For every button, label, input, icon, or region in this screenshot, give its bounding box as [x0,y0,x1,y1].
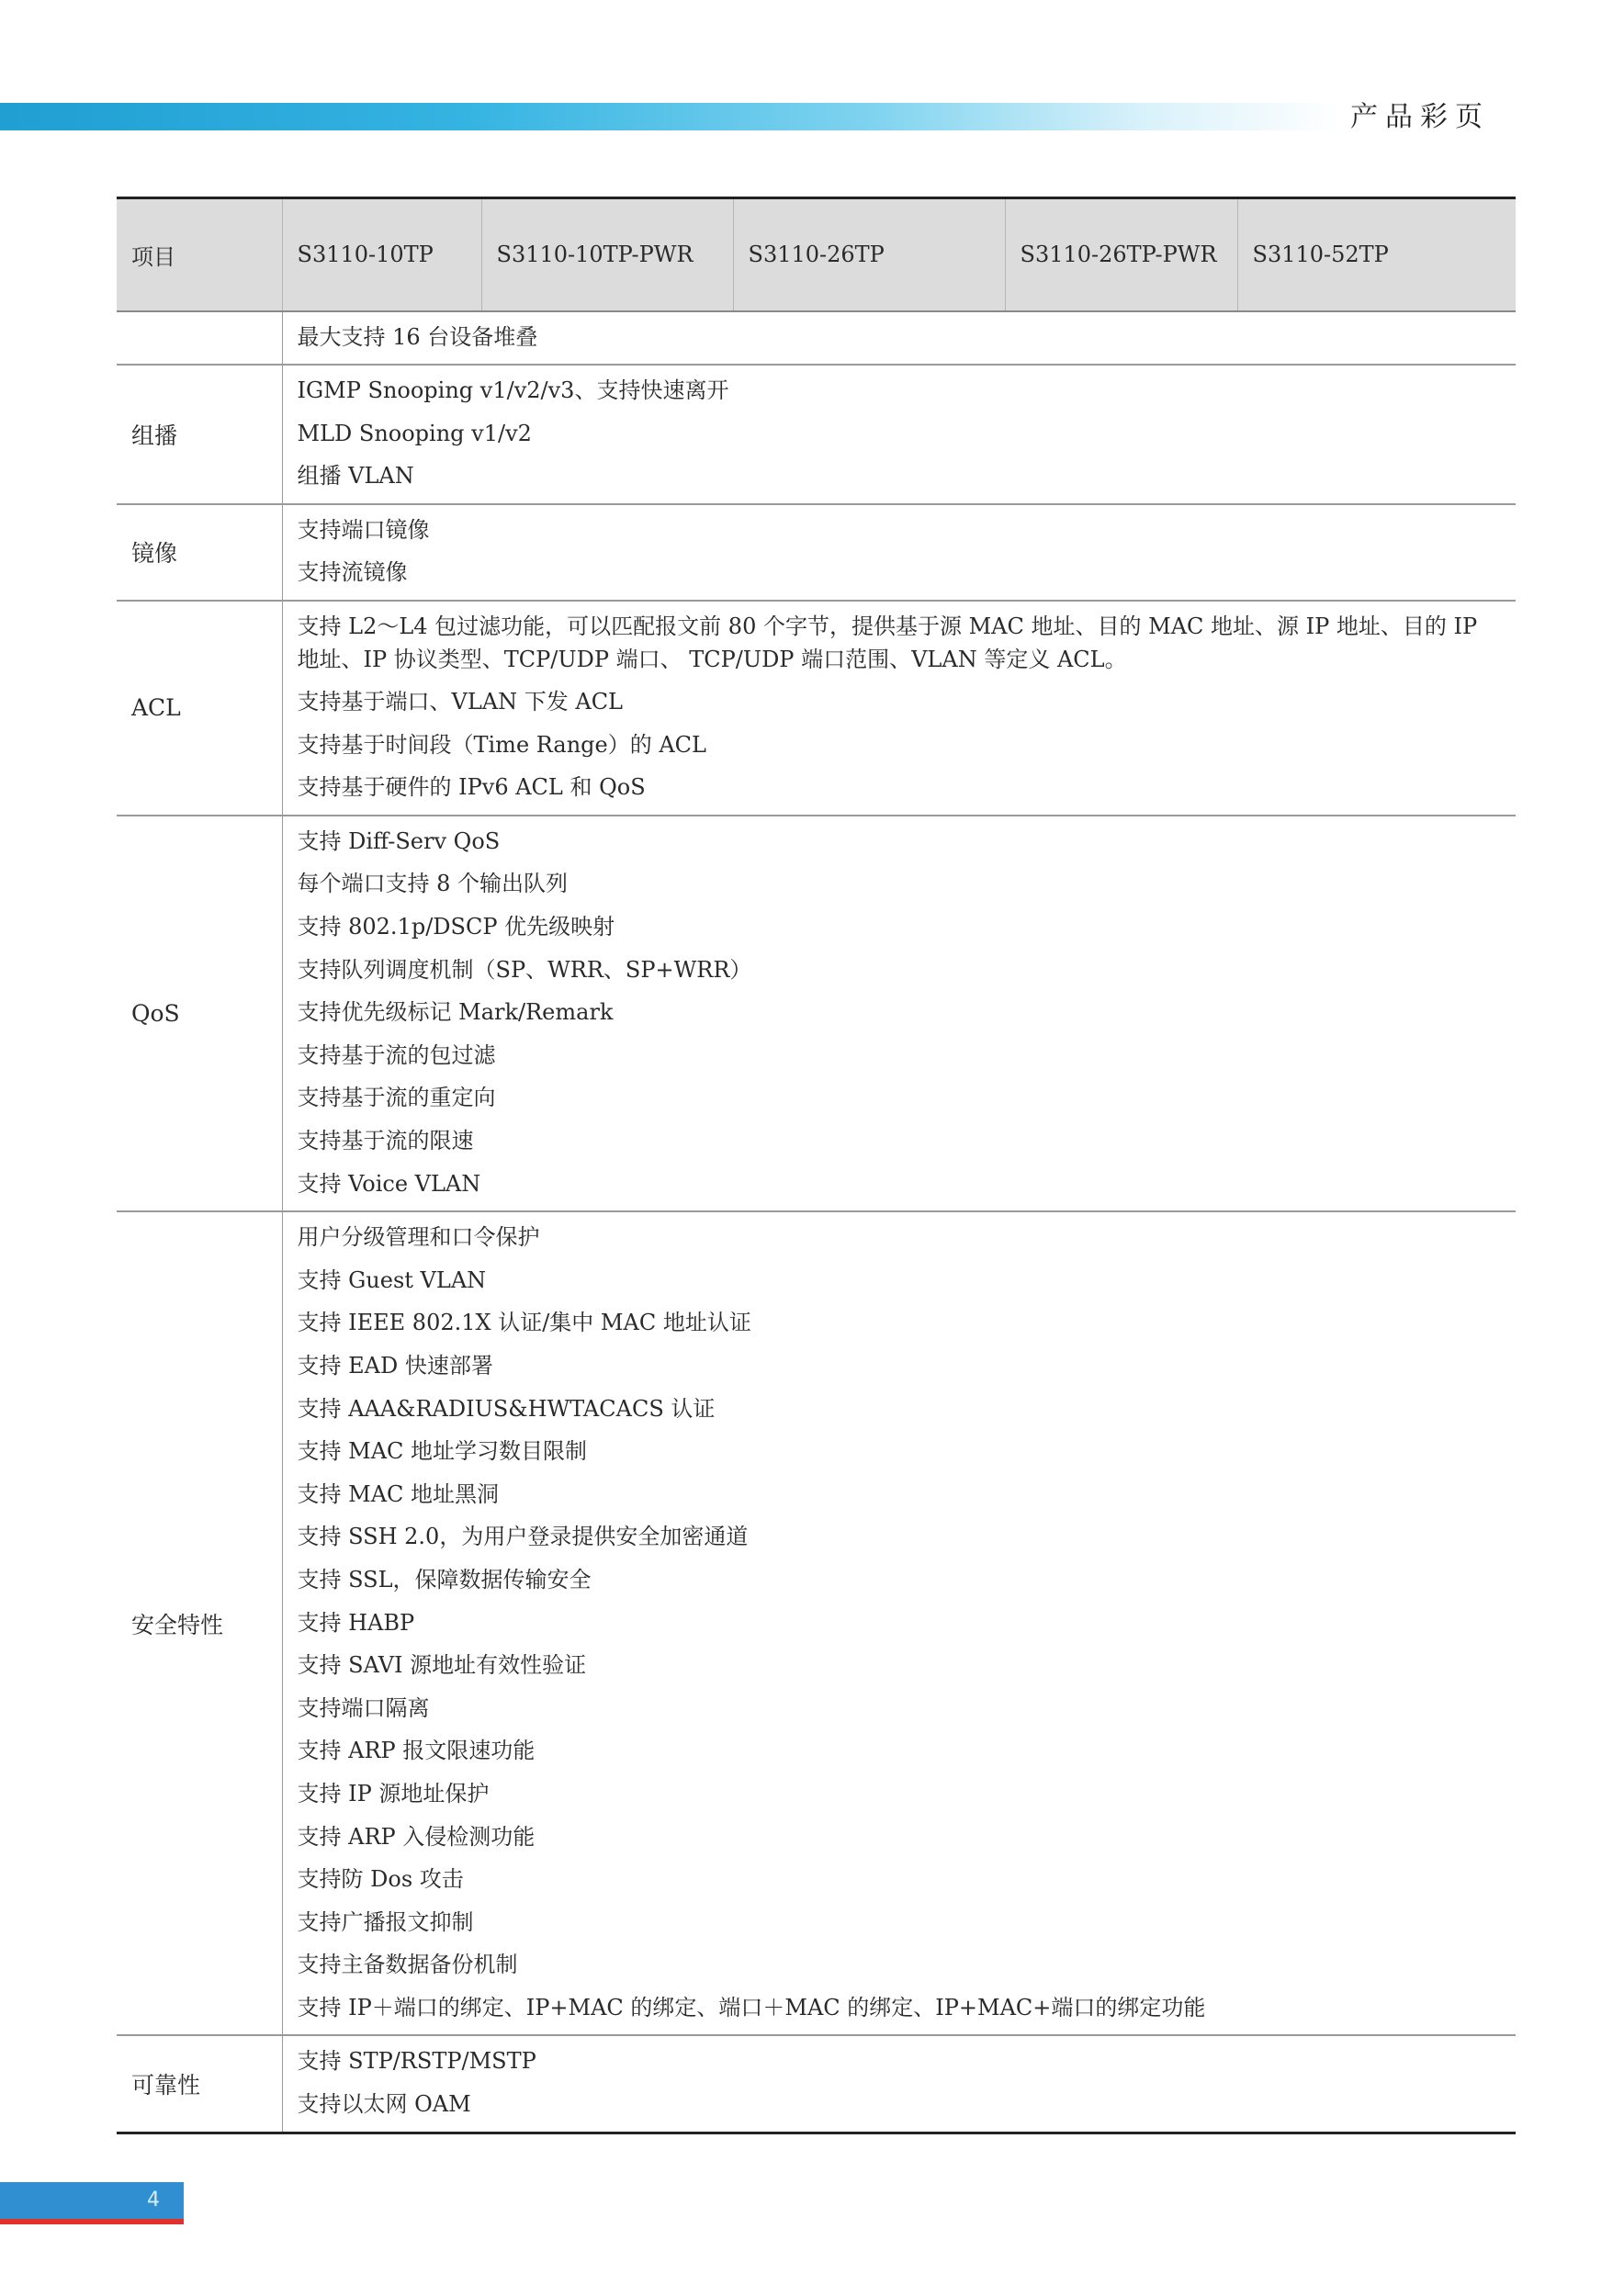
feature-category: 可靠性 [117,2035,282,2133]
feature-item: 支持基于流的限速 [297,1128,474,1154]
column-header-item: 项目 [117,198,282,311]
feature-item: 支持以太网 OAM [297,2091,471,2118]
feature-item: 支持基于端口、VLAN 下发 ACL [297,689,623,715]
feature-item: 支持队列调度机制（SP、WRR、SP+WRR） [297,956,752,983]
feature-item: 支持防 Dos 攻击 [297,1866,464,1893]
feature-item: 用户分级管理和口令保护 [297,1224,540,1251]
feature-list [282,1211,1516,2035]
feature-item: 支持 Guest VLAN [297,1266,487,1293]
table-row [117,311,1516,366]
feature-item: 支持主备数据备份机制 [297,1952,518,1978]
feature-item: 每个端口支持 8 个输出队列 [297,871,569,897]
feature-list [282,365,1516,504]
feature-item: 支持 Voice VLAN [297,1170,481,1197]
feature-category [117,311,282,366]
feature-item: 支持 IP 源地址保护 [297,1780,490,1806]
feature-category: 镜像 [117,504,282,601]
feature-list [282,504,1516,601]
header-gradient-band [0,103,1341,130]
feature-item: 组播 VLAN [297,463,414,490]
spec-table [117,197,1516,2134]
feature-item: 支持基于硬件的 IPv6 ACL 和 QoS [297,774,646,801]
page-number: 4 [147,2189,160,2212]
feature-item: 支持端口镜像 [297,516,430,543]
feature-category: QoS [117,816,282,1211]
feature-item: 支持优先级标记 Mark/Remark [297,999,614,1026]
feature-item: 支持 Diff-Serv QoS [297,827,501,854]
footer-red-stripe [0,2219,184,2224]
feature-list [282,816,1516,1211]
feature-item: MLD Snooping v1/v2 [297,420,532,446]
feature-item: 支持 AAA&RADIUS&HWTACACS 认证 [297,1395,716,1422]
table-row [117,504,1516,601]
feature-list [282,311,1516,366]
feature-item: IGMP Snooping v1/v2/v3、支持快速离开 [297,377,729,404]
feature-item: 支持 ARP 入侵检测功能 [297,1823,536,1850]
column-header-model: S3110-10TP-PWR [481,198,733,311]
document-type-label: 产品彩页 [1350,101,1490,133]
feature-item: 支持基于流的包过滤 [297,1041,496,1068]
feature-item: 支持 MAC 地址黑洞 [297,1480,500,1507]
feature-category: 安全特性 [117,1211,282,2035]
footer-page-tab [0,2182,184,2219]
table-row [117,365,1516,504]
feature-category: 组播 [117,365,282,504]
feature-item: 支持 IEEE 802.1X 认证/集中 MAC 地址认证 [297,1310,751,1336]
feature-item: 支持基于流的重定向 [297,1085,496,1111]
feature-item: 支持端口隔离 [297,1694,430,1721]
feature-item: 支持 SSL，保障数据传输安全 [297,1566,592,1593]
column-header-model: S3110-26TP [733,198,1005,311]
column-header-model: S3110-10TP [282,198,481,311]
feature-item: 支持 STP/RSTP/MSTP [297,2048,536,2075]
feature-item: 支持 L2～L4 包过滤功能，可以匹配报文前 80 个字节，提供基于源 MAC 地址、目的 MAC 地址、源 IP 地址、目的 IP 地址、IP 协议类型、TCP/UDP 端口、 TCP/UDP 端口范围、VLAN 等定义 ACL。 [297,613,1478,673]
table-row [117,601,1516,816]
table-row [117,816,1516,1211]
feature-category: ACL [117,601,282,816]
feature-item: 支持广播报文抑制 [297,1908,474,1935]
feature-item: 支持 EAD 快速部署 [297,1352,493,1379]
feature-item: 支持 SAVI 源地址有效性验证 [297,1652,587,1679]
feature-list [282,2035,1516,2133]
feature-item: 支持流镜像 [297,559,408,586]
feature-item: 支持 SSH 2.0，为用户登录提供安全加密通道 [297,1524,749,1550]
table-row [117,2035,1516,2133]
feature-item: 支持 802.1p/DSCP 优先级映射 [297,914,615,940]
feature-item: 支持基于时间段（Time Range）的 ACL [297,731,706,758]
feature-item: 支持 IP＋端口的绑定、IP+MAC 的绑定、端口＋MAC 的绑定、IP+MAC+端口的绑定功能 [297,1994,1206,2020]
feature-item: 支持 HABP [297,1609,415,1636]
table-body [117,311,1516,2133]
feature-list [282,601,1516,816]
feature-item: 支持 ARP 报文限速功能 [297,1738,536,1764]
column-header-model: S3110-52TP [1237,198,1516,311]
feature-item: 最大支持 16 台设备堆叠 [297,323,538,350]
column-header-model: S3110-26TP-PWR [1005,198,1237,311]
feature-item: 支持 MAC 地址学习数目限制 [297,1438,588,1465]
table-header-row [117,198,1516,311]
table-row [117,1211,1516,2035]
